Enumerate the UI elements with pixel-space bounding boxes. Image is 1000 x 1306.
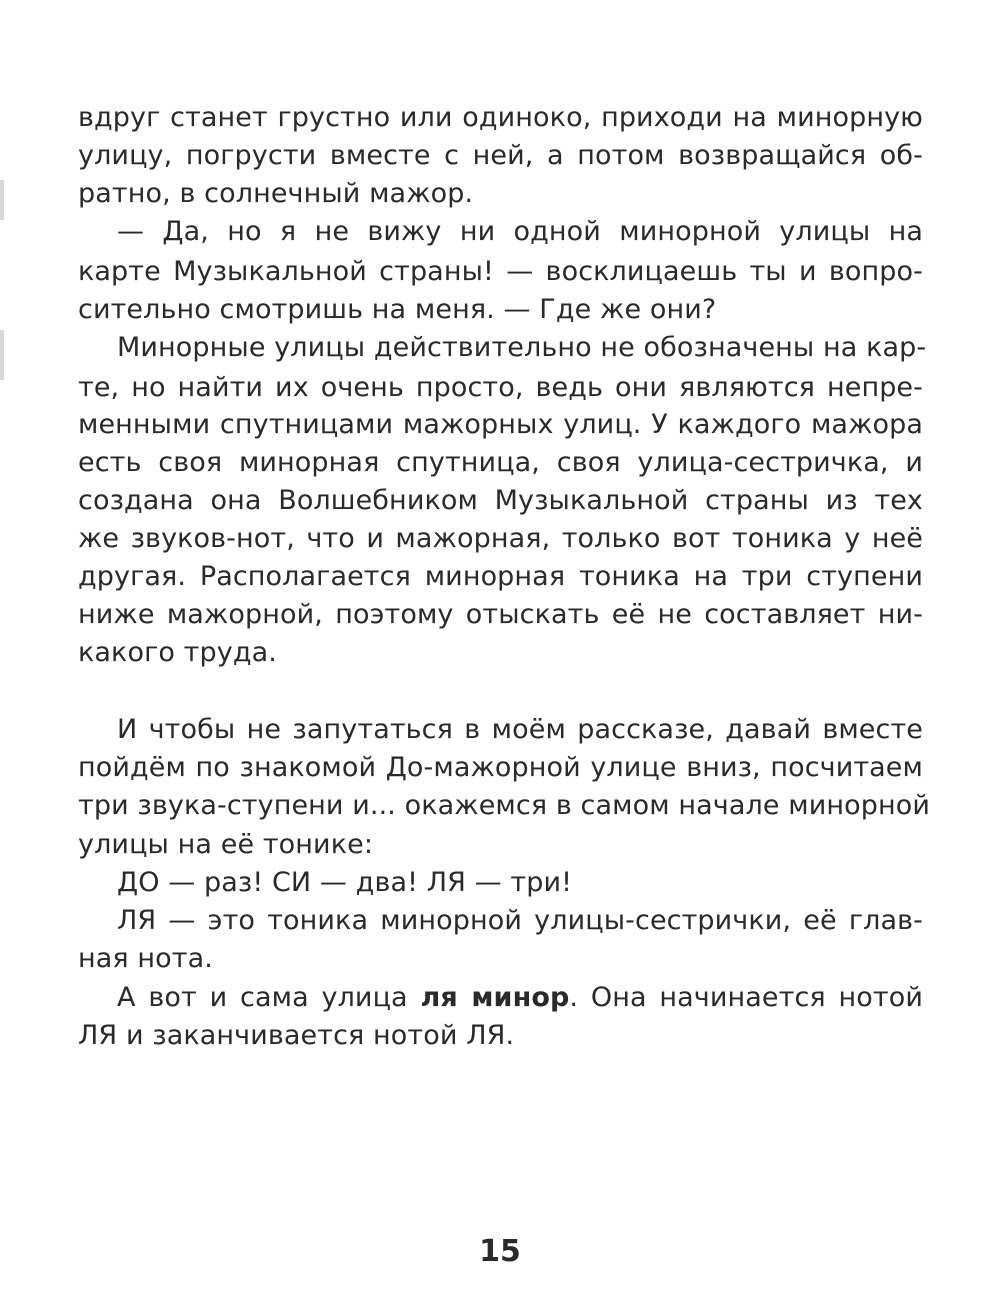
text-line: вдруг станет грустно или одиноко, приходи на минорную [78,102,923,133]
text-line: ЛЯ — это тоника минорной улицы-сестрички, её глав- [117,905,923,936]
text-line: создана она Волшебником Музыкальной страны из тех [78,485,923,516]
text-line: — Да, но я не вижу ни одной минорной улицы на [117,216,923,247]
text-line: другая. Располагается минорная тоника на три ступени [78,561,923,592]
text-line: пойдём по знакомой До-мажорной улице вниз, посчитаем [78,752,923,783]
text-line: какого труда. [78,637,277,668]
text-line: ратно, в солнечный мажор. [78,178,474,209]
bold-term: ля минор [420,982,570,1013]
text-line: три звука-ступени и... окажемся в самом начале минорной [78,790,930,821]
text-line: Минорные улицы действительно не обозначены на кар- [117,332,927,363]
page-number: 15 [479,1234,521,1269]
text-line: есть своя минорная спутница, своя улица-сестричка, и [78,447,923,478]
text-line: сительно смотришь на меня. — Где же они? [78,294,717,325]
text-line: менными спутницами мажорных улиц. У каждого мажора [78,409,923,440]
text-run: А вот и сама улица [117,982,421,1013]
text-line: И чтобы не запутаться в моём рассказе, давай вместе [117,714,923,745]
text-line: ниже мажорной, поэтому отыскать её не составляет ни- [78,599,923,630]
text-line: улицы на её тонике: [78,829,374,860]
text-line: ная нота. [78,943,213,974]
text-run: . Она начинается нотой [569,982,923,1013]
text-line: улицу, погрусти вместе с ней, а потом возвращайся об- [78,140,923,171]
text-line: ЛЯ и заканчивается нотой ЛЯ. [78,1020,515,1051]
page-edge-shadow [0,330,4,380]
text-line: же звуков-нот, что и мажорная, только вот тоника у неё [78,523,923,554]
text-line: ДО — раз! СИ — два! ЛЯ — три! [117,867,573,898]
text-line [117,979,923,1017]
page-edge-shadow [0,180,4,220]
text-line: карте Музыкальной страны! — восклицаешь ты и вопро- [78,256,923,287]
text-line: те, но найти их очень просто, ведь они являются непре- [78,372,923,403]
